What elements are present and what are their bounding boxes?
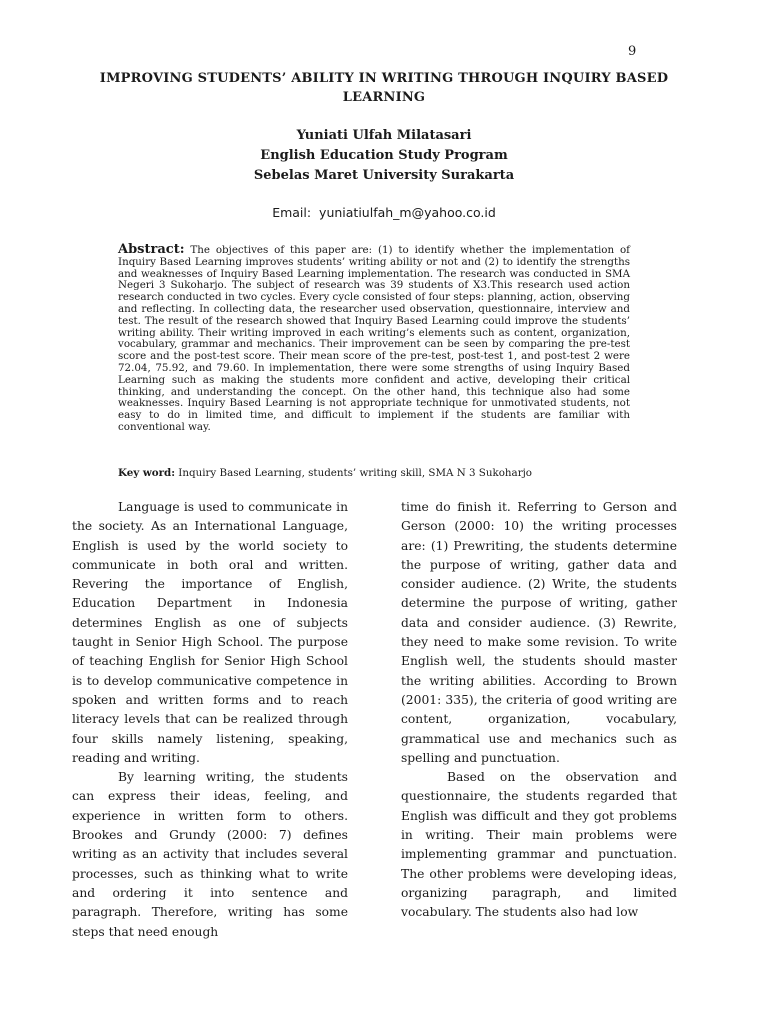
body-paragraph: By learning writing, the students can express their ideas, feeling, and experience in written form to others. Brookes and Grundy (2000: 7) defines writing as an activity that includes several processes, such as thinking what to write and ordering it into sentence and paragraph. Therefore, writing has some steps that need enough [72,770,348,939]
body-left-column [72,498,348,942]
abstract-label: Abstract: [118,242,185,257]
paper-title: IMPROVING STUDENTS’ ABILITY IN WRITING THROUGH INQUIRY BASED LEARNING [99,71,669,105]
keywords [118,467,638,479]
body-right-column [401,498,677,923]
body-paragraph: Language is used to communicate in the society. As an International Language, English is used by the world society to communicate in both oral and written. Revering the importance of English, Education Department in Indonesia determines English as one of subjects taught in Senior High School. The purpose of teaching English for Senior High School is to develop communicative competence in spoken and written forms and to reach literacy levels that can be realized through four skills namely listening, speaking, reading and writing. [72,500,348,765]
page-number: 9 [628,44,637,59]
keywords-text: Inquiry Based Learning, students’ writing skill, SMA N 3 Sukoharjo [178,467,533,479]
email-line [0,205,768,220]
email-label: Email: [272,205,312,220]
author-program: English Education Study Program [260,148,508,163]
keywords-label: Key word: [118,467,175,479]
author-name: Yuniati Ulfah Milatasari [296,128,472,143]
author-block [0,126,768,186]
abstract [118,244,630,434]
author-university: Sebelas Maret University Surakarta [253,168,515,183]
body-paragraph: Based on the observation and questionnaire, the students regarded that English was difficult and they got problems in writing. Their main problems were implementing grammar and punctuation. The other problems were developing ideas, organizing paragraph, and limited vocabulary. The students also had low [401,770,677,920]
email-address: yuniatiulfah_m@yahoo.co.id [319,205,496,220]
body-paragraph: time do finish it. Referring to Gerson and Gerson (2000: 10) the writing processes are: (1) Prewriting, the students determine the purpose of writing, gather data and consider audience. (2) Write, the students determine the purpose of writing, gather data and consider audience. (3) Rewrite, they need to make some revision. To write English well, the students should master the writing abilities. According to Brown (2001: 335), the criteria of good writing are content, organization, vocabulary, grammatical use and mechanics such as spelling and punctuation. [401,500,677,765]
abstract-text: The objectives of this paper are: (1) to identify whether the implementation of Inquiry Based Learning improves students’ writing ability or not and (2) to identify the strengths and weaknesses of Inquiry Based Learning implementation. The research was conducted in SMA Negeri 3 Sukoharjo. The subject of research was 39 students of X3.This research used action research conducted in two cycles. Every cycle consisted of four steps: planning, action, observing and reflecting. In collecting data, the researcher used observation, questionnaire, interview and test. The result of the research showed that Inquiry Based Learning could improve the students’ writing ability. Their writing improved in each writing’s elements such as content, organization, vocabulary, grammar and mechanics. Their improvement can be seen by comparing the pre-test score and the post-test score. Their mean score of the pre-test, post-test 1, and post-test 2 were 72.04, 75.92, and 79.60. In implementation, there were some strengths of using Inquiry Based Learning such as making the students more confident and active, developing their critical thinking, and understanding the concept. On the other hand, this technique also had some weaknesses. Inquiry Based Learning is not appropriate technique for unmotivated students, not easy to do in limited time, and difficult to implement if the students are familiar with conventional way. [118,244,630,433]
